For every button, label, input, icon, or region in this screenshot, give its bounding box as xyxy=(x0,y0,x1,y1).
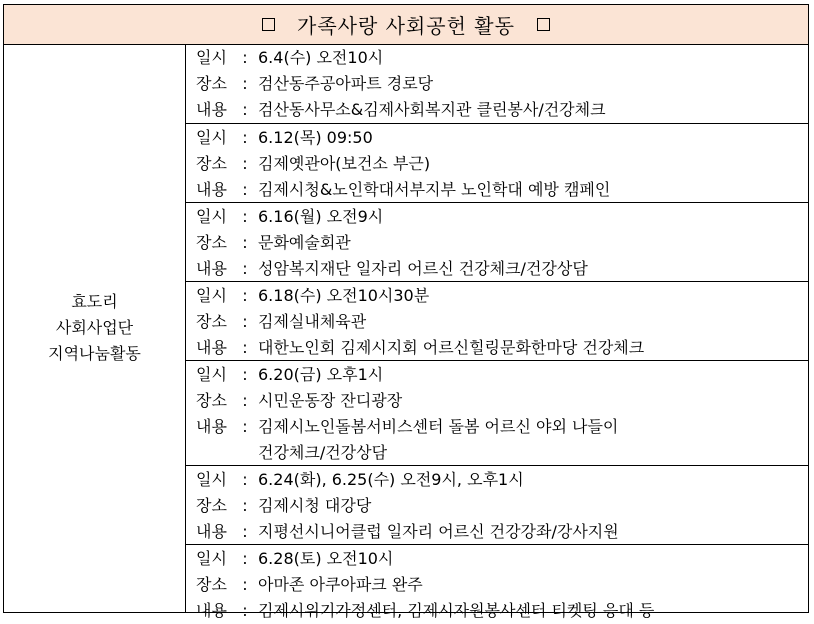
event-block xyxy=(185,124,808,203)
checkbox-square-icon xyxy=(537,18,550,31)
activity-table xyxy=(3,4,809,620)
content-label: 내용 xyxy=(196,601,227,620)
event-date: 6.16(월) 오전9시 xyxy=(258,207,384,226)
content-label: 내용 xyxy=(196,417,227,436)
separator: : xyxy=(242,312,248,331)
event-content: 김제시청&노인학대서부지부 노인학대 예방 캠페인 xyxy=(258,180,611,199)
separator: : xyxy=(242,74,248,93)
events-column xyxy=(185,44,808,620)
content-label: 내용 xyxy=(196,259,227,278)
separator: : xyxy=(242,601,248,620)
event-block xyxy=(185,361,808,466)
separator: : xyxy=(242,391,248,410)
separator: : xyxy=(242,128,248,147)
event-date: 6.4(수) 오전10시 xyxy=(258,48,384,67)
separator: : xyxy=(242,575,248,594)
content-label: 내용 xyxy=(196,338,227,357)
event-content: 김제시위기가정센터, 김제시자원봉사센터 티켓팅 응대 등 xyxy=(258,601,655,620)
event-block xyxy=(185,282,808,361)
date-label: 일시 xyxy=(196,286,227,305)
event-date: 6.20(금) 오후1시 xyxy=(258,365,384,384)
place-label: 장소 xyxy=(196,496,227,515)
place-label: 장소 xyxy=(196,575,227,594)
checkbox-square-icon xyxy=(262,18,275,31)
event-content: 지평선시니어클럽 일자리 어르신 건강강좌/강사지원 xyxy=(258,522,619,541)
date-label: 일시 xyxy=(196,48,227,67)
separator: : xyxy=(242,417,248,436)
place-label: 장소 xyxy=(196,312,227,331)
event-place: 김제실내체육관 xyxy=(258,312,367,331)
separator: : xyxy=(242,207,248,226)
separator: : xyxy=(242,154,248,173)
place-label: 장소 xyxy=(196,74,227,93)
place-label: 장소 xyxy=(196,391,227,410)
separator: : xyxy=(242,365,248,384)
date-label: 일시 xyxy=(196,207,227,226)
event-place: 김제옛관아(보건소 부근) xyxy=(258,154,431,173)
category-line: 지역나눔활동 xyxy=(48,344,141,363)
event-content: 성암복지재단 일자리 어르신 건강체크/건강상담 xyxy=(258,259,588,278)
event-place: 문화예술회관 xyxy=(258,233,351,252)
content-label: 내용 xyxy=(196,522,227,541)
separator: : xyxy=(242,259,248,278)
event-date: 6.18(수) 오전10시30분 xyxy=(258,286,430,305)
separator: : xyxy=(242,180,248,199)
event-place: 검산동주공아파트 경로당 xyxy=(258,74,434,93)
separator: : xyxy=(242,470,248,489)
content-label: 내용 xyxy=(196,180,227,199)
date-label: 일시 xyxy=(196,365,227,384)
event-place: 아마존 아쿠아파크 완주 xyxy=(258,575,423,594)
date-label: 일시 xyxy=(196,549,227,568)
place-label: 장소 xyxy=(196,233,227,252)
event-content-continued: 건강체크/건강상담 xyxy=(258,443,388,462)
table-title: 가족사랑 사회공헌 활동 xyxy=(297,14,515,38)
event-block xyxy=(185,466,808,545)
event-block xyxy=(185,203,808,282)
event-date: 6.28(토) 오전10시 xyxy=(258,549,394,568)
title-bar xyxy=(4,5,808,45)
event-date: 6.24(화), 6.25(수) 오전9시, 오후1시 xyxy=(258,470,524,489)
date-label: 일시 xyxy=(196,128,227,147)
separator: : xyxy=(242,48,248,67)
separator: : xyxy=(242,338,248,357)
event-content: 검산동사무소&김제사회복지관 클린봉사/건강체크 xyxy=(258,100,606,119)
separator: : xyxy=(242,100,248,119)
category-line: 효도리 xyxy=(71,292,118,311)
separator: : xyxy=(242,496,248,515)
event-block xyxy=(185,44,808,124)
category-cell xyxy=(4,44,186,612)
date-label: 일시 xyxy=(196,470,227,489)
place-label: 장소 xyxy=(196,154,227,173)
content-label: 내용 xyxy=(196,100,227,119)
separator: : xyxy=(242,522,248,541)
category-line: 사회사업단 xyxy=(55,318,134,337)
event-content: 김제시노인돌봄서비스센터 돌봄 어르신 야외 나들이 xyxy=(258,417,619,436)
event-place: 김제시청 대강당 xyxy=(258,496,372,515)
event-content: 대한노인회 김제시지회 어르신힐링문화한마당 건강체크 xyxy=(258,338,645,357)
separator: : xyxy=(242,286,248,305)
separator: : xyxy=(242,233,248,252)
event-block xyxy=(185,545,808,624)
event-place: 시민운동장 잔디광장 xyxy=(258,391,403,410)
separator: : xyxy=(242,549,248,568)
event-date: 6.12(목) 09:50 xyxy=(258,128,373,147)
